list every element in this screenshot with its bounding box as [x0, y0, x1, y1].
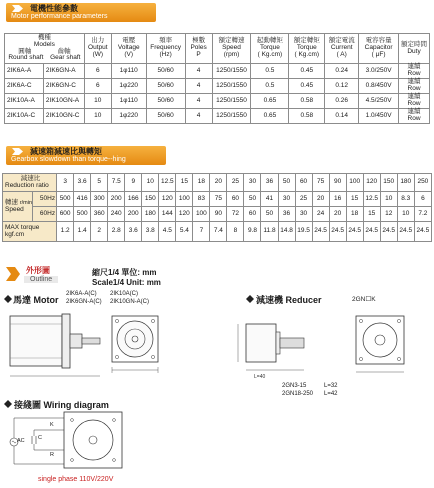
frequency-header: 頻率 Frequency (Hz): [146, 34, 185, 64]
outline-header: [4, 265, 94, 289]
torque-cell: 19.5: [295, 222, 312, 242]
ratios-cell: 150: [380, 174, 397, 192]
perf-header-row: [5, 34, 430, 64]
ratios-cell: 5: [91, 174, 108, 192]
banner-title-cn: 電機性能參數: [30, 4, 78, 13]
ratios-cell: 12.5: [159, 174, 176, 192]
ratio-row: [3, 174, 432, 192]
ratios-cell: 20: [210, 174, 227, 192]
speed50-cell: 150: [142, 192, 159, 207]
speed60-cell: 180: [142, 207, 159, 222]
ratios-cell: 25: [227, 174, 244, 192]
speed60-cell: 36: [278, 207, 295, 222]
perf-cell-voltage: 1φ110: [111, 64, 146, 79]
output-header: 出力 Output (W): [84, 34, 111, 64]
torque-cell: 14.8: [278, 222, 295, 242]
perf-cell-current: 0.26: [325, 94, 359, 109]
torque-cell: 24.5: [329, 222, 346, 242]
torque-cell: 1.2: [57, 222, 74, 242]
perf-cell-cap: 3.0/250V: [359, 64, 399, 79]
speed50-cell: 75: [210, 192, 227, 207]
torque-cell: 24.5: [380, 222, 397, 242]
torque-cell: 3.6: [125, 222, 142, 242]
gearbox-banner: [6, 146, 166, 165]
perf-cell-sttorque: 0.5: [251, 79, 289, 94]
ratios-cell: 180: [397, 174, 414, 192]
perf-cell-duty: 連續 Row: [399, 109, 430, 124]
perf-cell-duty: 連續 Row: [399, 79, 430, 94]
perf-cell-output: 6: [84, 79, 111, 94]
perf-cell-speed: 1250/1550: [212, 109, 251, 124]
ratio-header: 減速比 Reduction ratio: [3, 174, 57, 192]
scale-en: Scale1/4 Unit: mm: [92, 278, 161, 287]
perf-cell-poles: 4: [185, 109, 212, 124]
perf-row: [5, 94, 430, 109]
wiring-title: 接綫圖 Wiring diagram: [14, 400, 109, 410]
perf-cell-output: 10: [84, 109, 111, 124]
reducer-label: 減速機 Reducer: [256, 295, 322, 305]
ratios-cell: 100: [346, 174, 363, 192]
arrow-icon: [12, 5, 23, 12]
perf-cell-output: 10: [84, 94, 111, 109]
reducer-side-drawing: [232, 312, 322, 382]
outline-title-en: Outline: [24, 276, 58, 283]
perf-cell-rtorque: 0.45: [289, 64, 325, 79]
perf-cell-gear: 2IK6GN-A: [43, 64, 84, 79]
speed50-cell: 60: [227, 192, 244, 207]
perf-cell-poles: 4: [185, 79, 212, 94]
speed60-row: [3, 207, 432, 222]
speed50-cell: 500: [57, 192, 74, 207]
perf-cell-rtorque: 0.45: [289, 79, 325, 94]
speed60-cell: 600: [57, 207, 74, 222]
torque-row: [3, 222, 432, 242]
speed60-cell: 18: [346, 207, 363, 222]
reducer-length-model-2: 2GN18-250: [282, 391, 314, 397]
torque-cell: 24.5: [363, 222, 380, 242]
scale-cn: 縮尺1/4 單位: mm: [92, 268, 157, 277]
ratios-cell: 30: [244, 174, 261, 192]
speed60-cell: 120: [176, 207, 193, 222]
perf-cell-poles: 4: [185, 64, 212, 79]
perf-cell-current: 0.12: [325, 79, 359, 94]
wiring-label-c: C: [38, 435, 42, 441]
wiring-ac-label: AC: [17, 438, 25, 444]
ratios-cell: 7.5: [108, 174, 125, 192]
ratios-cell: 36: [261, 174, 278, 192]
speed50-cell: 6: [414, 192, 431, 207]
speed50-cell: 416: [74, 192, 91, 207]
perf-cell-round: 2IK10A-C: [5, 109, 44, 124]
motor-label: 馬達 Motor: [13, 295, 59, 305]
torque-cell: 2: [91, 222, 108, 242]
perf-row: [5, 109, 430, 124]
speed50-cell: 20: [312, 192, 329, 207]
gearbox-table: [2, 173, 432, 242]
perf-cell-output: 6: [84, 64, 111, 79]
ratios-cell: 3.6: [74, 174, 91, 192]
ratios-cell: 60: [295, 174, 312, 192]
speed60-cell: 500: [74, 207, 91, 222]
speed50-cell: 166: [125, 192, 142, 207]
wiring-caption: single phase 110V/220V: [38, 476, 114, 483]
speed50-cell: 100: [176, 192, 193, 207]
rated-torque-header: 額定轉矩 Torque ( Kg.cm): [289, 34, 325, 64]
perf-cell-round: 2IK6A-C: [5, 79, 44, 94]
models-header: 機種 Models 圓軸 齒軸 Round shaft Gear shaft: [5, 34, 85, 64]
speed50-cell: 25: [295, 192, 312, 207]
torque-cell: 3.8: [142, 222, 159, 242]
speed60-cell: 30: [295, 207, 312, 222]
motor-model-4: 2IK10GN-A(C): [110, 299, 150, 305]
perf-cell-round: 2IK10A-A: [5, 94, 44, 109]
speed60-cell: 60: [244, 207, 261, 222]
torque-cell: 4.5: [159, 222, 176, 242]
starting-torque-header: 起動轉矩 Torque ( Kg.cm): [251, 34, 289, 64]
perf-cell-current: 0.24: [325, 64, 359, 79]
speed50-cell: 50: [244, 192, 261, 207]
ratios-cell: 15: [176, 174, 193, 192]
speed60-cell: 12: [380, 207, 397, 222]
ratios-cell: 90: [329, 174, 346, 192]
speed60-cell: 144: [159, 207, 176, 222]
ratios-cell: 120: [363, 174, 380, 192]
torque-header: MAX torque kgf.cm: [3, 222, 57, 242]
duty-header: 額定時間 Duty: [399, 34, 430, 64]
motor-model-2: 2IK10A(C): [110, 291, 139, 297]
ratios-cell: 75: [312, 174, 329, 192]
torque-cell: 24.5: [346, 222, 363, 242]
wiring-diagram: [4, 410, 164, 470]
speed50-cell: 12.5: [363, 192, 380, 207]
speed60-cell: 360: [91, 207, 108, 222]
ratios-cell: 50: [278, 174, 295, 192]
speed50-cell: 15: [346, 192, 363, 207]
torque-cell: 2.8: [108, 222, 125, 242]
wiring-label-r: R: [50, 452, 54, 458]
speed50-cell: 83: [193, 192, 210, 207]
speed60-cell: 240: [108, 207, 125, 222]
diamond-bullet-icon: [4, 295, 12, 303]
perf-cell-sttorque: 0.65: [251, 109, 289, 124]
outline-title-cn: 外形圖: [26, 266, 50, 275]
motor-model-3: 2IK6GN-A(C): [66, 299, 102, 305]
torque-cell: 8: [227, 222, 244, 242]
ratios-cell: 18: [193, 174, 210, 192]
speed60-cell: 24: [312, 207, 329, 222]
speed50-cell: 16: [329, 192, 346, 207]
perf-cell-sttorque: 0.5: [251, 64, 289, 79]
perf-cell-duty: 連續 Row: [399, 94, 430, 109]
voltage-header: 電壓 Voltage (V): [111, 34, 146, 64]
speed50-cell: 300: [91, 192, 108, 207]
speed60-cell: 15: [363, 207, 380, 222]
hz50-label: 50Hz: [33, 192, 57, 207]
perf-cell-cap: 0.8/450V: [359, 79, 399, 94]
speed60-cell: 7.2: [414, 207, 431, 222]
perf-cell-cap: 4.5/250V: [359, 94, 399, 109]
motor-performance-banner: [6, 3, 156, 22]
perf-cell-freq: 50/60: [146, 79, 185, 94]
wiring-label-k: K: [50, 422, 54, 428]
motor-side-drawing: [6, 308, 106, 388]
perf-cell-voltage: 1φ110: [111, 94, 146, 109]
gearbox-title-en: Gearbox slowdown than torque--hing: [11, 156, 126, 163]
speed-header: 額定轉速 Speed (rpm): [212, 34, 251, 64]
perf-cell-sttorque: 0.65: [251, 94, 289, 109]
perf-cell-gear: 2IK10GN-C: [43, 109, 84, 124]
gearbox-title-cn: 減速箱減速比與轉矩: [30, 147, 102, 156]
ratios-cell: 3: [57, 174, 74, 192]
ratios-cell: 9: [125, 174, 142, 192]
speed50-row: [3, 192, 432, 207]
torque-cell: 7: [193, 222, 210, 242]
speed50-cell: 120: [159, 192, 176, 207]
perf-cell-cap: 1.0/450V: [359, 109, 399, 124]
torque-cell: 1.4: [74, 222, 91, 242]
perf-cell-speed: 1250/1550: [212, 94, 251, 109]
perf-cell-gear: 2IK10GN-A: [43, 94, 84, 109]
perf-cell-freq: 50/60: [146, 64, 185, 79]
perf-cell-round: 2IK6A-A: [5, 64, 44, 79]
poles-header: 極數 Poles P: [185, 34, 212, 64]
speed50-cell: 30: [278, 192, 295, 207]
perf-cell-freq: 50/60: [146, 94, 185, 109]
perf-cell-gear: 2IK6GN-C: [43, 79, 84, 94]
speed60-cell: 100: [193, 207, 210, 222]
motor-performance-table: [4, 33, 430, 124]
perf-cell-freq: 50/60: [146, 109, 185, 124]
torque-cell: 24.5: [414, 222, 431, 242]
speed60-cell: 10: [397, 207, 414, 222]
speed50-cell: 200: [108, 192, 125, 207]
perf-cell-duty: 連續 Row: [399, 64, 430, 79]
speed60-cell: 50: [261, 207, 278, 222]
torque-cell: 24.5: [312, 222, 329, 242]
speed50-cell: 41: [261, 192, 278, 207]
perf-row: [5, 64, 430, 79]
speed50-cell: 10: [380, 192, 397, 207]
motor-model-1: 2IK6A-A(C): [66, 291, 97, 297]
capacitor-header: 電容容量 Capacitor ( μF): [359, 34, 399, 64]
perf-cell-rtorque: 0.58: [289, 94, 325, 109]
torque-cell: 7.4: [210, 222, 227, 242]
speed60-cell: 20: [329, 207, 346, 222]
torque-cell: 24.5: [397, 222, 414, 242]
perf-cell-current: 0.14: [325, 109, 359, 124]
torque-cell: 9.8: [244, 222, 261, 242]
perf-cell-rtorque: 0.58: [289, 109, 325, 124]
reducer-length-model-1: 2GN3-15: [282, 383, 307, 389]
speed50-cell: 8.3: [397, 192, 414, 207]
diamond-bullet-icon: [4, 400, 12, 408]
reducer-length-value-1: L=32: [324, 383, 338, 389]
arrow-icon: [12, 148, 23, 155]
speed60-cell: 90: [210, 207, 227, 222]
torque-cell: 5.4: [176, 222, 193, 242]
banner-title-en: Motor performance parameters: [11, 13, 108, 20]
ratios-cell: 10: [142, 174, 159, 192]
perf-cell-voltage: 1φ220: [111, 109, 146, 124]
perf-cell-voltage: 1φ220: [111, 79, 146, 94]
torque-cell: 11.8: [261, 222, 278, 242]
perf-cell-speed: 1250/1550: [212, 79, 251, 94]
motor-front-drawing: [108, 312, 164, 382]
perf-cell-speed: 1250/1550: [212, 64, 251, 79]
perf-row: [5, 79, 430, 94]
speed60-cell: 200: [125, 207, 142, 222]
svg-text:L=40: L=40: [254, 374, 266, 380]
reducer-front-drawing: [352, 312, 410, 382]
perf-cell-poles: 4: [185, 94, 212, 109]
current-header: 額定電流 Current ( A): [325, 34, 359, 64]
reducer-length-value-2: L=42: [324, 391, 338, 397]
arrow-icon: [6, 267, 20, 281]
diamond-bullet-icon: [246, 295, 254, 303]
speed60-cell: 72: [227, 207, 244, 222]
speed-header: 轉速 r/min Speed: [3, 192, 33, 222]
hz60-label: 60Hz: [33, 207, 57, 222]
ratios-cell: 250: [414, 174, 431, 192]
reducer-model: 2GN☐K: [352, 296, 376, 303]
